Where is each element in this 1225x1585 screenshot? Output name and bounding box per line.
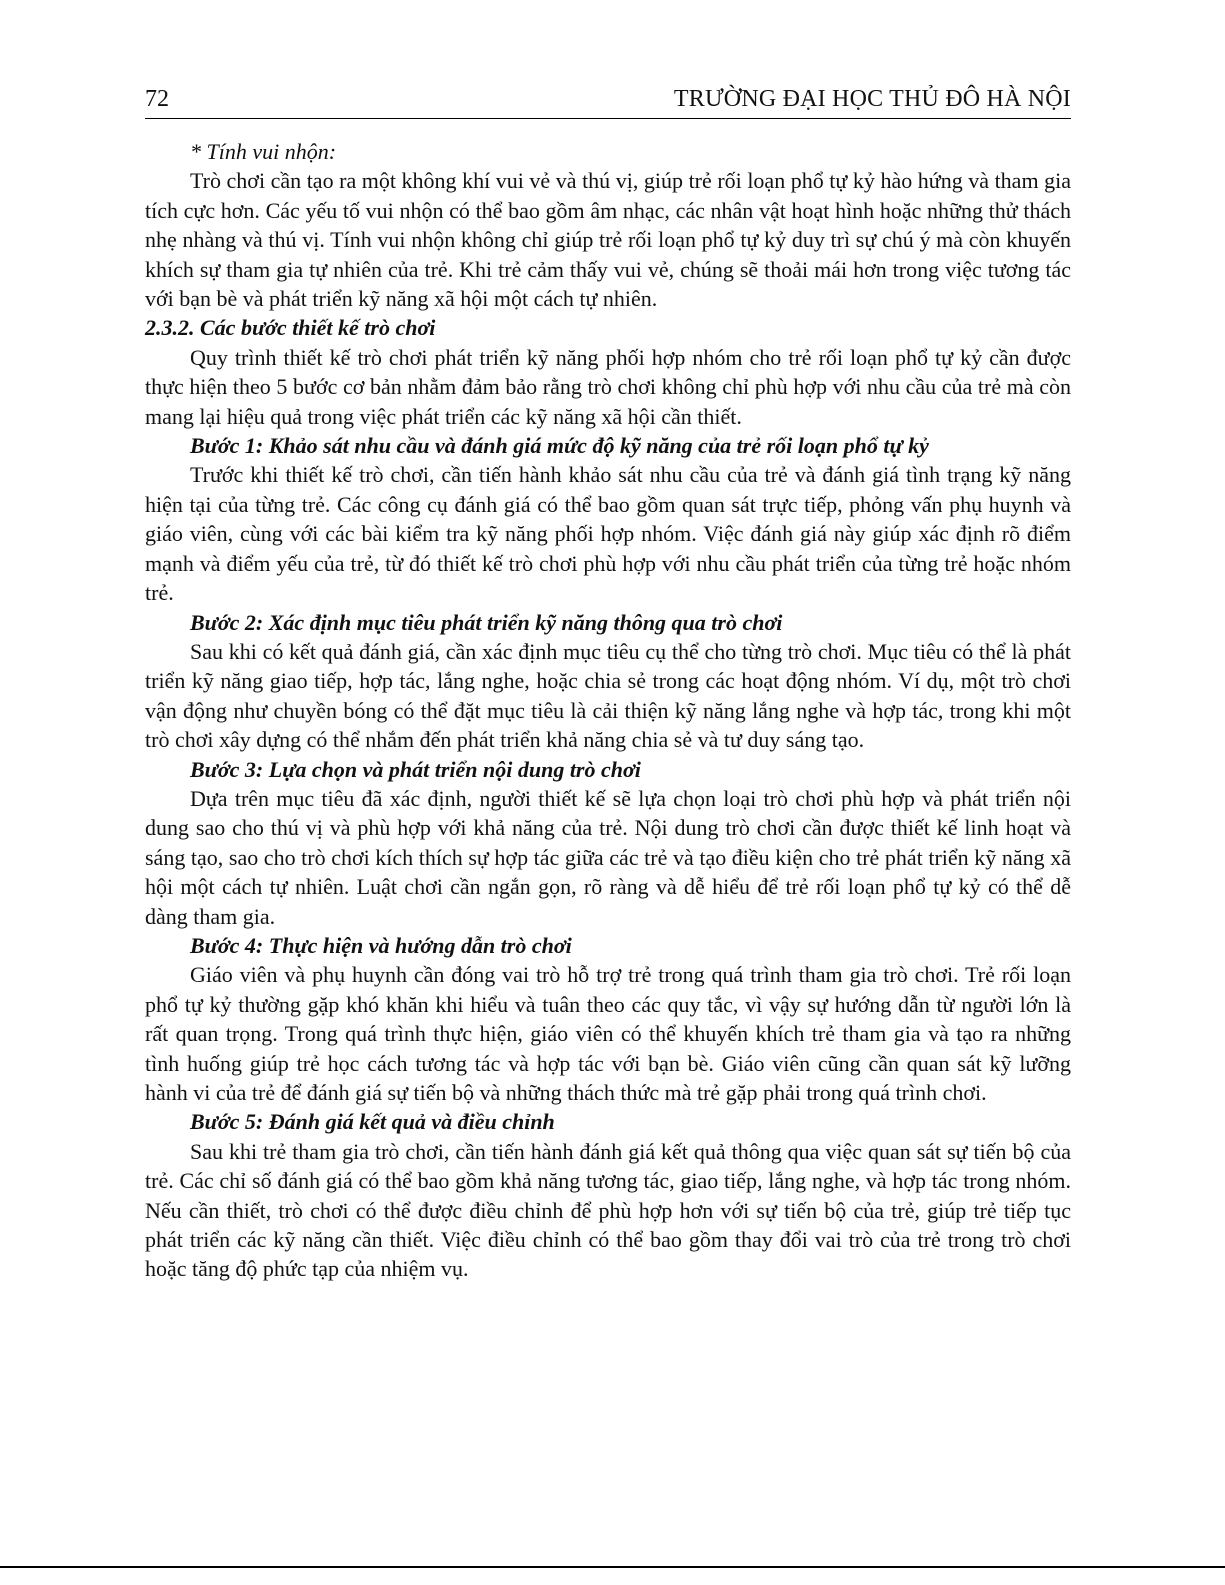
step-3-title: Bước 3: Lựa chọn và phát triển nội dung trò chơi [190,756,641,782]
step-2-body: Sau khi có kết quả đánh giá, cần xác định mục tiêu cụ thể cho từng trò chơi. Mục tiêu có thể là phát triển kỹ năng giao tiếp, hợp tác, lắng nghe, hoặc chia sẻ trong các hoạt động nhóm. Ví dụ, một trò chơi vận động như chuyền bóng có thể đặt mục tiêu là cải thiện kỹ năng lắng nghe và hợp tác, trong khi một trò chơi xây dựng có thể nhắm đến phát triển khả năng chia sẻ và tư duy sáng tạo. [145,638,1071,753]
paragraph-fun: Trò chơi cần tạo ra một không khí vui vẻ và thú vị, giúp trẻ rối loạn phổ tự kỷ hào hứng và tham gia tích cực hơn. Các yếu tố vui nhộn có thể bao gồm âm nhạc, các nhân vật hoạt hình hoặc những thử thách nhẹ nhàng và thú vị. Tính vui nhộn không chỉ giúp trẻ rối loạn phổ tự kỷ duy trì sự chú ý mà còn khuyến khích sự tham gia tự nhiên của trẻ. Khi trẻ cảm thấy vui vẻ, chúng sẽ thoải mái hơn trong việc tương tác với bạn bè và phát triển kỹ năng xã hội một cách tự nhiên. [145,168,1071,312]
bottom-rule [0,1566,1225,1568]
page-number: 72 [145,86,169,112]
section-heading: 2.3.2. Các bước thiết kế trò chơi [145,315,436,341]
page-header [145,84,1071,119]
step-2-title: Bước 2: Xác định mục tiêu phát triển kỹ năng thông qua trò chơi [190,609,783,635]
step-1-title: Bước 1: Khảo sát nhu cầu và đánh giá mức độ kỹ năng của trẻ rối loạn phổ tự kỷ [190,433,929,459]
step-5-title: Bước 5: Đánh giá kết quả và điều chỉnh [190,1109,555,1135]
step-1-body: Trước khi thiết kế trò chơi, cần tiến hành khảo sát nhu cầu của trẻ và đánh giá tình trạng kỹ năng hiện tại của từng trẻ. Các công cụ đánh giá có thể bao gồm quan sát trực tiếp, phỏng vấn phụ huynh và giáo viên, cùng với các bài kiểm tra kỹ năng phối hợp nhóm. Việc đánh giá này giúp xác định rõ điểm mạnh và điểm yếu của trẻ, từ đó thiết kế trò chơi phù hợp với nhu cầu phát triển của từng trẻ hoặc nhóm trẻ. [145,462,1071,606]
subheading-fun: * Tính vui nhộn: [190,139,337,164]
paragraph-intro: Quy trình thiết kế trò chơi phát triển kỹ năng phối hợp nhóm cho trẻ rối loạn phổ tự kỷ cần được thực hiện theo 5 bước cơ bản nhằm đảm bảo rằng trò chơi không chỉ phù hợp với nhu cầu của trẻ mà còn mang lại hiệu quả trong việc phát triển các kỹ năng xã hội cần thiết. [145,344,1071,429]
step-4-body: Giáo viên và phụ huynh cần đóng vai trò hỗ trợ trẻ trong quá trình tham gia trò chơi. Trẻ rối loạn phổ tự kỷ thường gặp khó khăn khi hiểu và tuân theo các quy tắc, vì vậy sự hướng dẫn từ người lớn là rất quan trọng. Trong quá trình thực hiện, giáo viên có thể khuyến khích trẻ tham gia và tạo ra những tình huống giúp trẻ học cách tương tác và hợp tác với bạn bè. Giáo viên cũng cần quan sát kỹ lưỡng hành vi của trẻ để đánh giá sự tiến bộ và những thách thức mà trẻ gặp phải trong quá trình chơi. [145,962,1071,1105]
running-title: TRƯỜNG ĐẠI HỌC THỦ ĐÔ HÀ NỘI [673,86,1071,112]
page-body [145,137,1071,1284]
step-3-body: Dựa trên mục tiêu đã xác định, người thiết kế sẽ lựa chọn loại trò chơi phù hợp và phát triển nội dung sao cho thú vị và phù hợp với khả năng của trẻ. Nội dung trò chơi cần được thiết kế linh hoạt và sáng tạo, sao cho trò chơi kích thích sự hợp tác giữa các trẻ và tạo điều kiện cho trẻ phát triển kỹ năng xã hội một cách tự nhiên. Luật chơi cần ngắn gọn, rõ ràng và dễ hiểu để trẻ rối loạn phổ tự kỷ có thể dễ dàng tham gia. [145,785,1071,929]
step-4-title: Bước 4: Thực hiện và hướng dẫn trò chơi [190,932,572,958]
step-5-body: Sau khi trẻ tham gia trò chơi, cần tiến hành đánh giá kết quả thông qua việc quan sát sự tiến bộ của trẻ. Các chỉ số đánh giá có thể bao gồm khả năng tương tác, giao tiếp, lắng nghe, và hợp tác trong nhóm. Nếu cần thiết, trò chơi có thể được điều chỉnh để phù hợp hơn với sự tiến bộ của trẻ, giúp trẻ tiếp tục phát triển các kỹ năng cần thiết. Việc điều chỉnh có thể bao gồm thay đổi vai trò của trẻ trong trò chơi hoặc tăng độ phức tạp của nhiệm vụ. [145,1138,1071,1282]
